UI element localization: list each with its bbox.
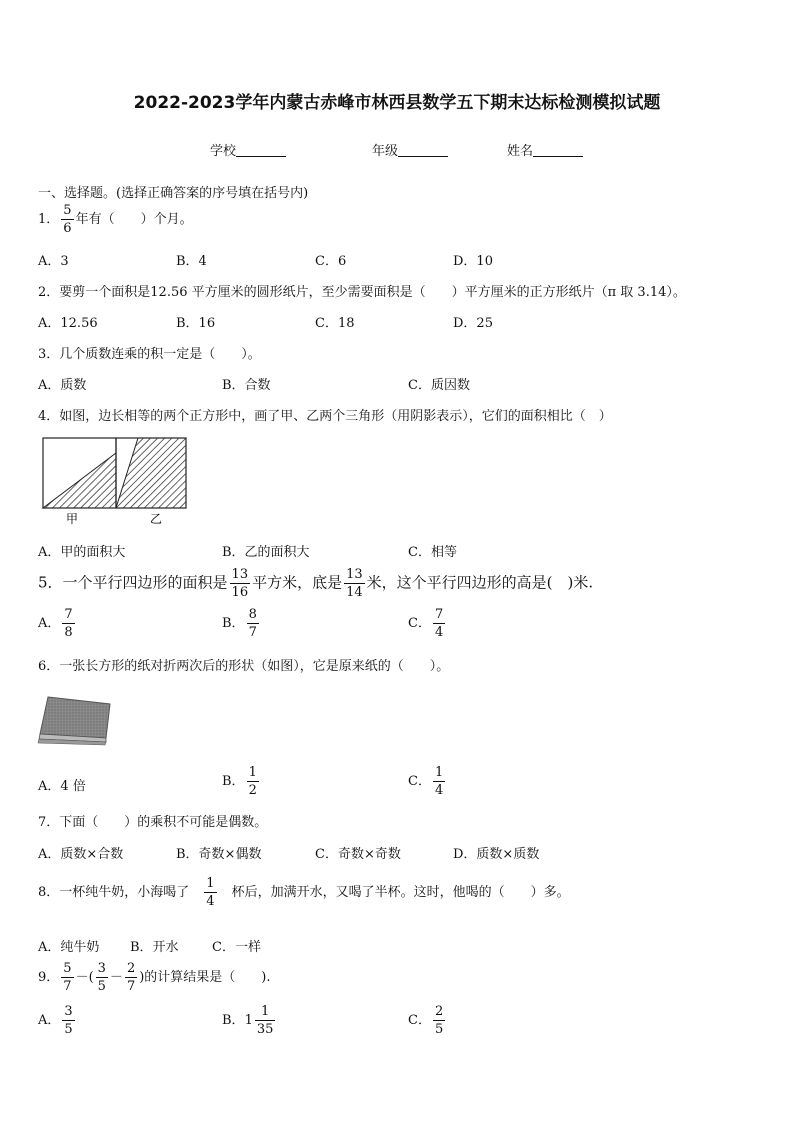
q1-option-d[interactable]: D．10: [453, 254, 493, 269]
q9-option-a[interactable]: A． $\frac{3}{5}$: [38, 1004, 73, 1037]
fraction: $\frac{13}{16}$: [231, 567, 249, 600]
q7-option-a[interactable]: A．质数×合数: [38, 847, 124, 862]
q1-option-a[interactable]: A．3: [38, 254, 69, 269]
q8-option-b[interactable]: B．开水: [130, 940, 179, 955]
q6-option-b[interactable]: B． $\frac{1}{2}$: [222, 765, 257, 798]
question-4: 4．如图，边长相等的两个正方形中，画了甲、乙两个三角形（用阴影表示），它们的面积相比（ ）: [38, 409, 612, 424]
question-5: 5．一个平行四边形的面积是 $\frac{13}{16}$ 平方米，底是 $\frac{13}{14}$ 米，这个平行四边形的高是( )米.: [38, 567, 594, 600]
fraction: $\frac{8}{7}$: [248, 607, 257, 640]
q1-option-c[interactable]: C．6: [315, 254, 347, 269]
q5-option-a[interactable]: A． $\frac{7}{8}$: [38, 607, 73, 640]
fraction: $\frac{7}{8}$: [64, 607, 73, 640]
question-6: 6．一张长方形的纸对折两次后的形状（如图），它是原来纸的（ ）。: [38, 659, 450, 674]
triangle-jia: [43, 453, 116, 508]
question-8: 8．一杯纯牛奶，小海喝了 $\frac{1}{4}$ 杯后，加满开水，又喝了半杯。这时，他喝的（ ）多。: [38, 876, 570, 909]
q2-option-b[interactable]: B．16: [176, 316, 216, 331]
fraction: $\frac{2}{7}$: [126, 961, 136, 994]
q8-option-c[interactable]: C．一样: [212, 940, 261, 955]
page-title: 2022-2023学年内蒙古赤峰市林西县数学五下期末达标检测模拟试题: [133, 93, 661, 113]
q2-option-d[interactable]: D．25: [453, 316, 493, 331]
q9-option-b[interactable]: B．1 $\frac{1}{35}$: [222, 1004, 274, 1037]
fraction: $\frac{7}{4}$: [434, 607, 444, 640]
section-heading: 一、选择题。(选择正确答案的序号填在括号内): [38, 186, 309, 201]
label-yi: 乙: [150, 512, 163, 526]
label-jia: 甲: [66, 512, 79, 526]
question-3: 3．几个质数连乘的积一定是（ ）。: [38, 347, 261, 362]
q9-option-c[interactable]: C． $\frac{2}{5}$: [408, 1004, 444, 1037]
grade-blank[interactable]: [398, 144, 448, 157]
q8-option-a[interactable]: A．纯牛奶: [38, 940, 100, 955]
folded-paper-image: [36, 694, 114, 748]
fraction: $\frac{5}{7}$: [63, 961, 72, 994]
q6-option-a[interactable]: A．4 倍: [38, 779, 86, 794]
question-9: 9． $\frac{5}{7}$ －( $\frac{3}{5}$ － $\frac{2}{7}$ )的计算结果是（ ).: [38, 961, 271, 994]
fraction: $\frac{1}{35}$: [256, 1004, 274, 1037]
fraction: $\frac{1}{4}$: [434, 765, 444, 798]
school-field: 学校: [210, 140, 286, 159]
question-7: 7．下面（ ）的乘积不可能是偶数。: [38, 815, 268, 830]
q3-option-b[interactable]: B．合数: [222, 378, 271, 393]
fraction: $\frac{1}{4}$: [206, 876, 215, 909]
q3-option-c[interactable]: C．质因数: [408, 378, 470, 393]
q7-option-d[interactable]: D．质数×质数: [453, 847, 540, 862]
question-2: 2．要剪一个面积是12.56 平方厘米的圆形纸片，至少需要面积是（ ）平方厘米的正方形纸片（π 取 3.14）。: [38, 285, 686, 300]
squares-figure: [40, 435, 190, 527]
q4-option-a[interactable]: A．甲的面积大: [38, 545, 126, 560]
fraction: $\frac{5}{6}$: [63, 203, 72, 236]
fraction: $\frac{3}{5}$: [64, 1004, 73, 1037]
q7-option-c[interactable]: C．奇数×奇数: [315, 847, 401, 862]
school-blank[interactable]: [236, 144, 286, 157]
q2-option-c[interactable]: C．18: [315, 316, 355, 331]
triangle-yi: [116, 438, 186, 508]
question-1: 1． $\frac{5}{6}$ 年有（ ）个月。: [38, 203, 193, 236]
q1-option-b[interactable]: B．4: [176, 254, 207, 269]
q6-option-c[interactable]: C． $\frac{1}{4}$: [408, 765, 444, 798]
q4-option-c[interactable]: C．相等: [408, 545, 457, 560]
q2-option-a[interactable]: A．12.56: [38, 316, 98, 331]
q7-option-b[interactable]: B．奇数×偶数: [176, 847, 262, 862]
q3-option-a[interactable]: A．质数: [38, 378, 87, 393]
name-blank[interactable]: [533, 144, 583, 157]
grade-field: 年级: [372, 140, 448, 159]
name-field: 姓名: [507, 140, 583, 159]
q4-option-b[interactable]: B．乙的面积大: [222, 545, 310, 560]
fraction: $\frac{3}{5}$: [97, 961, 106, 994]
fraction: $\frac{13}{14}$: [346, 567, 363, 600]
fraction: $\frac{2}{5}$: [434, 1004, 444, 1037]
q5-option-c[interactable]: C． $\frac{7}{4}$: [408, 607, 444, 640]
fraction: $\frac{1}{2}$: [248, 765, 257, 798]
q5-option-b[interactable]: B． $\frac{8}{7}$: [222, 607, 257, 640]
